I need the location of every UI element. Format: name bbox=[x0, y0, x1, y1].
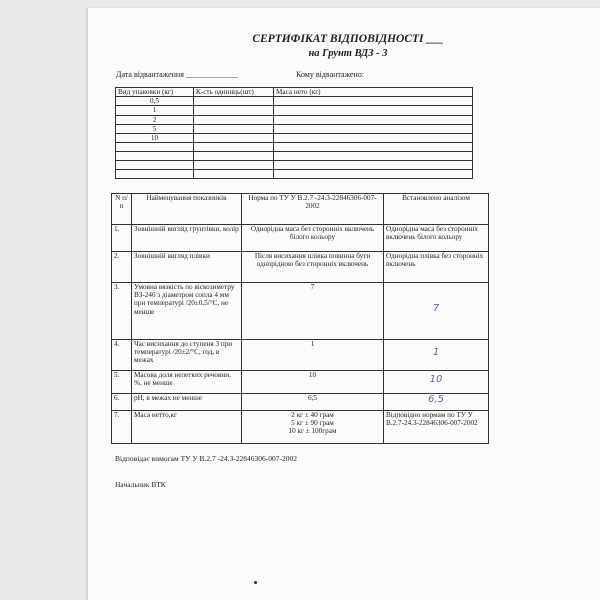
packing-row bbox=[116, 124, 473, 133]
parameter-name: Зовнішній вигляд грунтівки, колір bbox=[132, 225, 242, 252]
compliance-statement: Відповідає вимогам ТУ У В.2.7 -24.3-22846306-007-2002 bbox=[115, 454, 298, 463]
packing-cell bbox=[194, 143, 274, 152]
packing-header-cell: К-сть одиниць(шт) bbox=[194, 88, 274, 97]
packing-type-cell bbox=[116, 143, 194, 152]
parameter-name: Зовнішній вигляд плівки bbox=[132, 252, 242, 283]
norm-value: Після висихання плівка повинна бути однорідною без сторонніх включень bbox=[242, 252, 384, 283]
row-number: 2. bbox=[112, 252, 132, 283]
packing-cell bbox=[194, 115, 274, 124]
parameter-name: Маса нетто,кг bbox=[132, 411, 242, 444]
quality-row bbox=[112, 411, 489, 444]
packing-row bbox=[116, 143, 473, 152]
handwritten-value: 7 bbox=[432, 303, 440, 314]
packing-cell bbox=[194, 152, 274, 161]
packing-type-cell: 2 bbox=[116, 115, 194, 124]
quality-row bbox=[112, 283, 489, 340]
quality-table bbox=[111, 193, 489, 444]
norm-value: 2 кг ± 40 грам 5 кг ± 90 грам 10 кг ± 100грам bbox=[242, 411, 384, 444]
packing-cell bbox=[194, 97, 274, 106]
certificate-subtitle: на Грунт ВДЗ - 3 bbox=[308, 48, 388, 59]
row-number: 4. bbox=[112, 340, 132, 371]
row-number: 1. bbox=[112, 225, 132, 252]
handwritten-value: 6,5 bbox=[428, 394, 444, 405]
packing-row bbox=[116, 106, 473, 115]
packing-cell bbox=[194, 134, 274, 143]
packing-cell bbox=[194, 106, 274, 115]
parameter-name: Масова доля нелетких речовин, %, не менше bbox=[132, 371, 242, 394]
packing-cell bbox=[194, 124, 274, 133]
norm-value: 10 bbox=[242, 371, 384, 394]
quality-row bbox=[112, 394, 489, 411]
packing-row bbox=[116, 115, 473, 124]
packing-cell bbox=[274, 161, 473, 170]
parameter-name: Час висихання до ступеня 3 при температурі /20±2/°С, год, в межах bbox=[132, 340, 242, 371]
packing-cell bbox=[274, 170, 473, 179]
recipient-label: Кому відвантажено: bbox=[296, 70, 365, 79]
packing-table bbox=[115, 87, 473, 179]
quality-row bbox=[112, 252, 489, 283]
packing-cell bbox=[274, 115, 473, 124]
packing-type-cell bbox=[116, 161, 194, 170]
packing-header-cell: Маса нето (кг) bbox=[274, 88, 473, 97]
certificate-title: СЕРТИФІКАТ ВІДПОВІДНОСТІ ___ bbox=[252, 33, 444, 45]
packing-cell bbox=[274, 134, 473, 143]
analysis-result: Однорідна плівка без сторонніх включень bbox=[384, 252, 489, 283]
packing-type-cell: 0,5 bbox=[116, 97, 194, 106]
packing-type-cell: 5 bbox=[116, 124, 194, 133]
packing-type-cell bbox=[116, 170, 194, 179]
row-number: 3. bbox=[112, 283, 132, 340]
packing-header-cell: Вид упаковки (кг) bbox=[116, 88, 194, 97]
packing-cell bbox=[274, 143, 473, 152]
quality-header-row bbox=[112, 194, 489, 225]
quality-row bbox=[112, 225, 489, 252]
packing-cell bbox=[274, 97, 473, 106]
packing-cell bbox=[194, 161, 274, 170]
header-name: Найменування показників bbox=[132, 194, 242, 225]
header-num: N п/п bbox=[112, 194, 132, 225]
parameter-name: рН, в межах не менше bbox=[132, 394, 242, 411]
packing-row bbox=[116, 161, 473, 170]
packing-cell bbox=[274, 124, 473, 133]
packing-row bbox=[116, 152, 473, 161]
row-number: 7. bbox=[112, 411, 132, 444]
packing-cell bbox=[274, 152, 473, 161]
header-result: Встановлено аналізом bbox=[384, 194, 489, 225]
packing-row bbox=[116, 97, 473, 106]
packing-row bbox=[116, 134, 473, 143]
packing-header-row bbox=[116, 88, 473, 97]
parameter-name: Умовна вязкість по віскозиметру ВЗ-246 з діаметром сопла 4 мм при температурі /20±0,5/°С, не менше bbox=[132, 283, 242, 340]
ink-dot bbox=[254, 581, 257, 584]
analysis-result bbox=[384, 394, 489, 411]
norm-value: 6,5 bbox=[242, 394, 384, 411]
header-norm: Норма по ТУ У В.2.7 -24.3-22846306-007-2002 bbox=[242, 194, 384, 225]
analysis-result: Однорідна маса без сторонніх включень білого кольору bbox=[384, 225, 489, 252]
quality-row bbox=[112, 371, 489, 394]
quality-row bbox=[112, 340, 489, 371]
norm-value: 1 bbox=[242, 340, 384, 371]
handwritten-value: 10 bbox=[429, 374, 443, 385]
analysis-result bbox=[384, 340, 489, 371]
packing-row bbox=[116, 170, 473, 179]
norm-value: Однорідна маса без сторонніх включень білого кольору bbox=[242, 225, 384, 252]
packing-type-cell: 10 bbox=[116, 134, 194, 143]
certificate-page bbox=[88, 8, 600, 600]
packing-cell bbox=[194, 170, 274, 179]
handwritten-value: 1 bbox=[432, 347, 440, 358]
row-number: 6. bbox=[112, 394, 132, 411]
analysis-result bbox=[384, 371, 489, 394]
analysis-result bbox=[384, 283, 489, 340]
analysis-result: Відповідно нормам по ТУ У В.2.7-24.3-22846306-007-2002 bbox=[384, 411, 489, 444]
row-number: 5. bbox=[112, 371, 132, 394]
packing-type-cell: 1 bbox=[116, 106, 194, 115]
packing-type-cell bbox=[116, 152, 194, 161]
signature-label: Начальник ВТК bbox=[115, 480, 166, 489]
norm-value: 7 bbox=[242, 283, 384, 340]
ship-date-label: Дата відвантаження _____________ bbox=[116, 70, 238, 79]
packing-cell bbox=[274, 106, 473, 115]
